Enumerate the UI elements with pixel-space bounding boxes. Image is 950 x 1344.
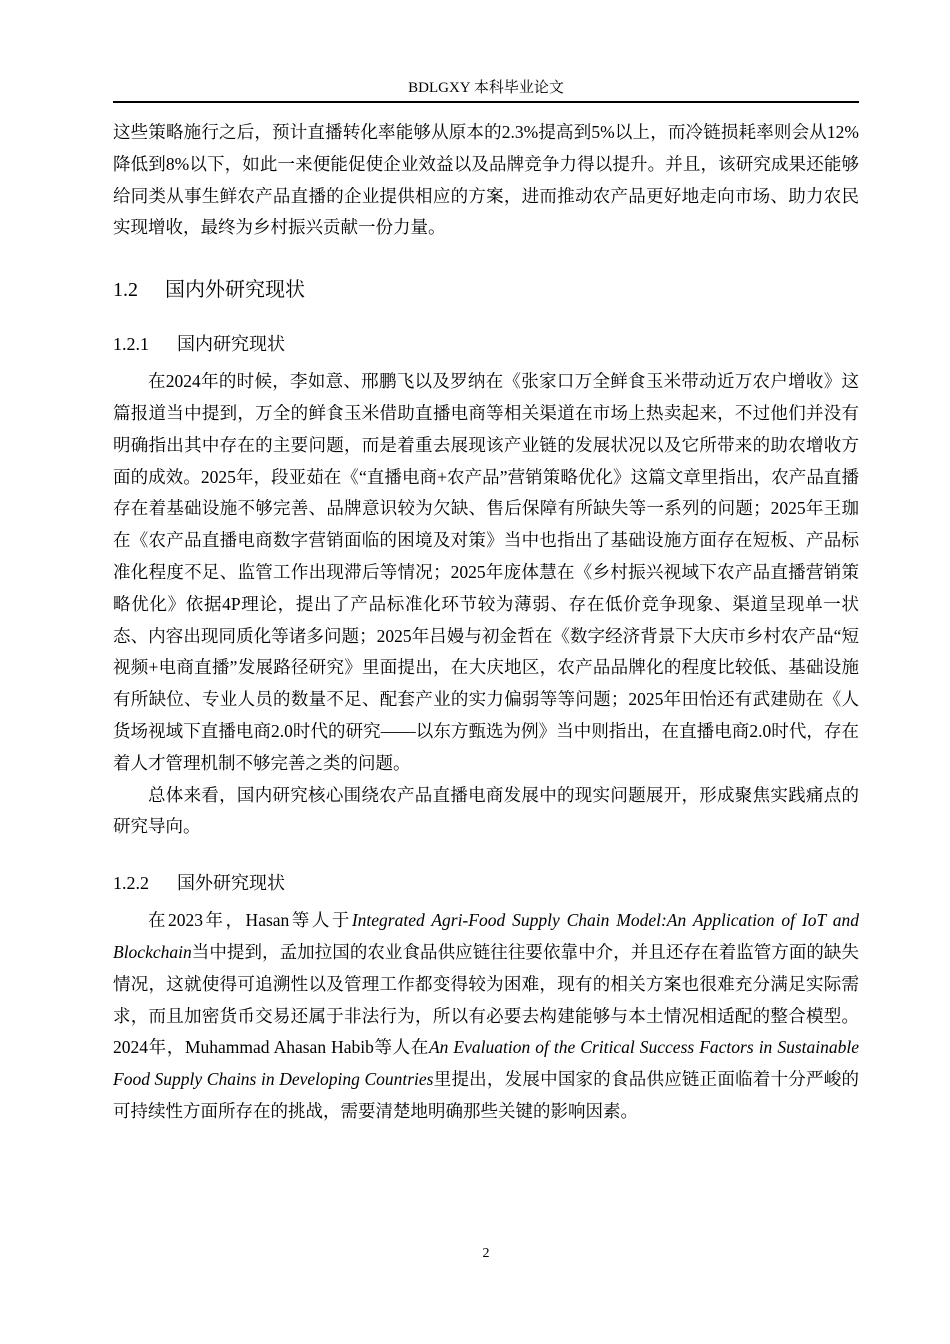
subsection-heading-foreign xyxy=(113,871,859,895)
paragraph-text: 在2023年，Hasan等人于 xyxy=(148,910,352,931)
header-divider xyxy=(113,101,859,103)
subsection-number: 1.2.1 xyxy=(113,334,149,355)
subsection-title: 国外研究现状 xyxy=(177,873,285,895)
section-heading xyxy=(113,276,859,302)
subsection-title: 国内研究现状 xyxy=(177,334,285,356)
page-content xyxy=(113,117,859,1128)
intro-paragraph: 这些策略施行之后，预计直播转化率能够从原本的2.3%提高到5%以上，而冷链损耗率则会从12%降低到8%以下，如此一来便能促使企业效益以及品牌竞争力得以提升。并且，该研究成果还能够给同类从事生鲜农产品直播的企业提供相应的方案，进而推动农产品更好地走向市场、助力农民实现增收，最终为乡村振兴贡献一份力量。 xyxy=(113,122,859,238)
foreign-paragraph-1 xyxy=(113,905,859,1128)
paragraph-text: 当中提到，孟加拉国的农业食品供应链往往要依靠中介，并且还存在着监管方面的缺失情况，这就使得可追溯性以及管理工作都变得较为困难，现有的相关方案也很难充分满足实际需求，而且加密货币交易还属于非法行为，所以有必要去构建能够与本土情况相适配的整合模型。2024年，Muhammad Ahasan Habib等人在 xyxy=(113,941,859,1058)
cited-title: Integrated Agri-Food Supply Chain Model:An Application of IoT and Blockchain xyxy=(113,910,859,962)
paragraph-text: 里提出，发展中国家的食品供应链正面临着十分严峻的可持续性方面所存在的挑战，需要清楚地明确那些关键的影响因素。 xyxy=(113,1069,859,1121)
subsection-heading-domestic xyxy=(113,332,859,356)
section-title: 国内外研究现状 xyxy=(165,277,305,302)
domestic-paragraph-2: 总体来看，国内研究核心围绕农产品直播电商发展中的现实问题展开，形成聚焦实践痛点的研究导向。 xyxy=(113,784,859,837)
subsection-number: 1.2.2 xyxy=(113,873,149,894)
running-header: BDLGXY 本科毕业论文 xyxy=(408,80,564,96)
cited-title: An Evaluation of the Critical Success Factors in Sustainable Food Supply Chains in Developing Countries xyxy=(113,1037,859,1090)
page-number: 2 xyxy=(482,1246,490,1261)
domestic-paragraph-1: 在2024年的时候，李如意、邢鹏飞以及罗纳在《张家口万全鲜食玉米带动近万农户增收》这篇报道当中提到，万全的鲜食玉米借助直播电商等相关渠道在市场上热卖起来，不过他们并没有明确指出其中存在的主要问题，而是着重去展现该产业链的发展状况以及它所带来的助农增收方面的成效。2025年，段亚茹在《“直播电商+农产品”营销策略优化》这篇文章里指出，农产品直播存在着基础设施不够完善、品牌意识较为欠缺、售后保障有所缺失等一系列的问题；2025年王珈在《农产品直播电商数字营销面临的困境及对策》当中也指出了基础设施方面存在短板、产品标准化程度不足、监管工作出现滞后等情况；2025年庞体慧在《乡村振兴视域下农产品直播营销策略优化》依据4P理论，提出了产品标准化环节较为薄弱、存在低价竞争现象、渠道呈现单一状态、内容出现同质化等诸多问题；2025年吕嫚与初金哲在《数字经济背景下大庆市乡村农产品“短视频+电商直播”发展路径研究》里面提出，在大庆地区，农产品品牌化的程度比较低、基础设施有所缺位、专业人员的数量不足、配套产业的实力偏弱等等问题；2025年田怡还有武建勋在《人货场视域下直播电商2.0时代的研究——以东方甄选为例》当中则指出，在直播电商2.0时代，存在着人才管理机制不够完善之类的问题。 xyxy=(113,371,859,773)
section-number: 1.2 xyxy=(113,279,138,302)
